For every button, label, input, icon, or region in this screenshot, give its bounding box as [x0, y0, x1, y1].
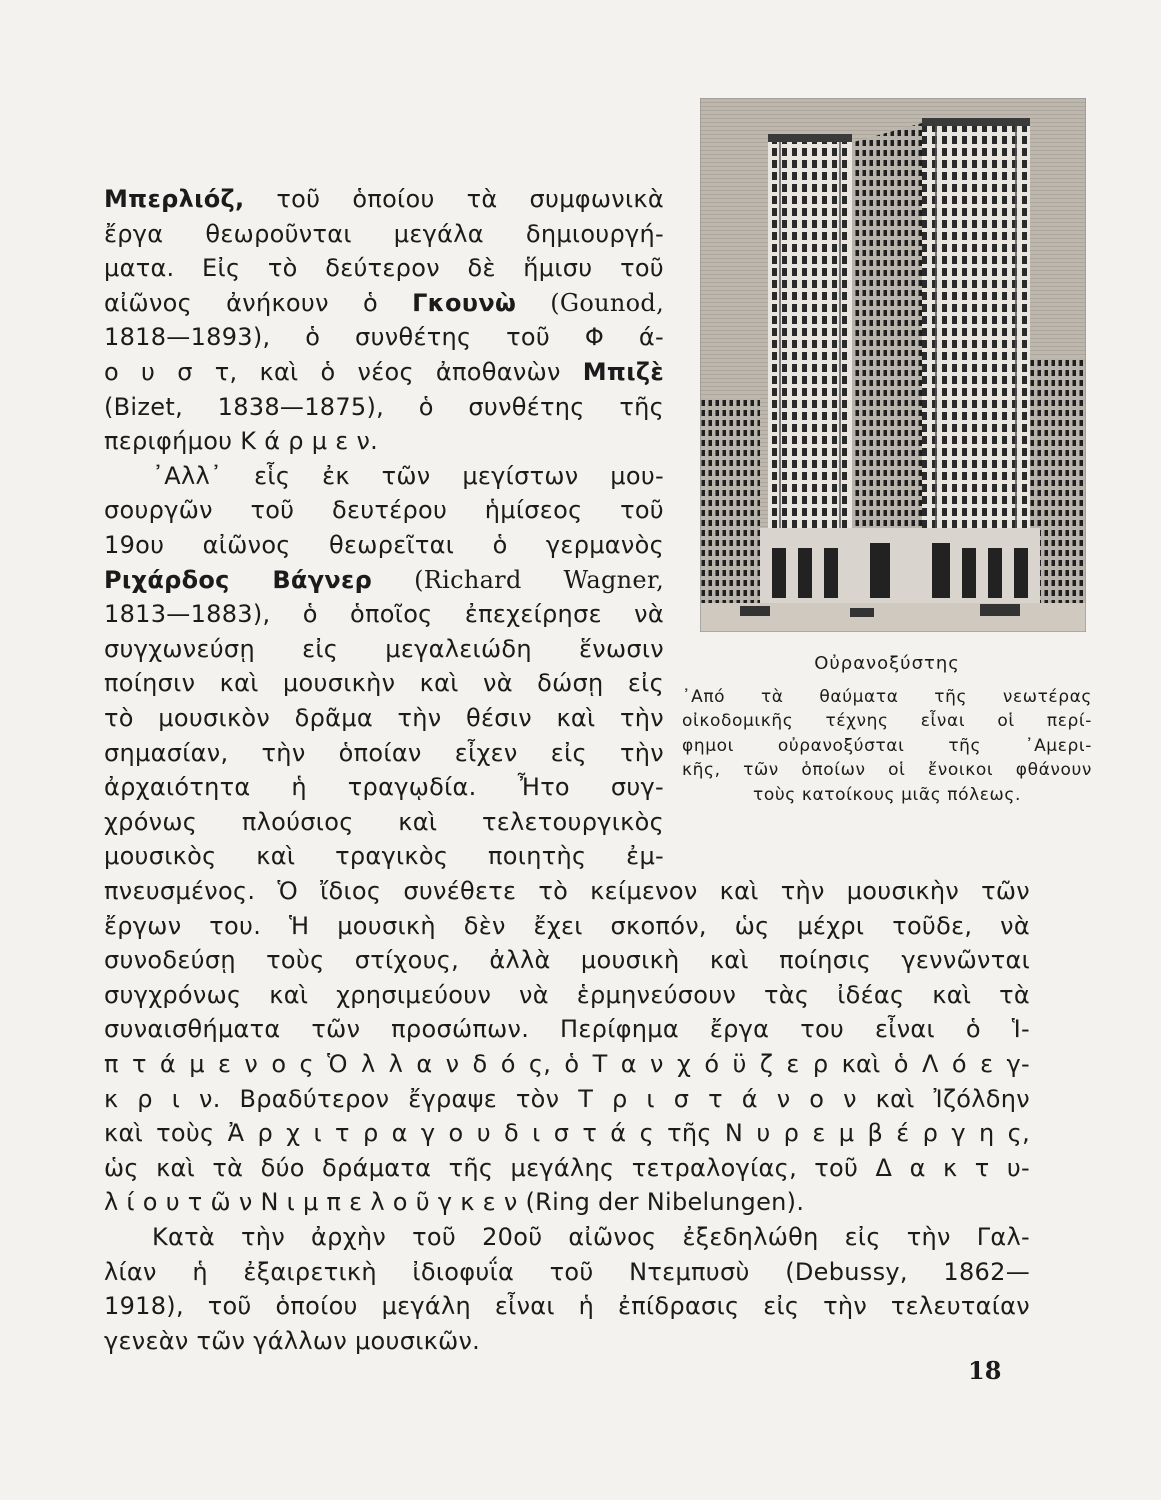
text-line: συγχωνεύσῃ εἰς μεγαλειώδη ἕνωσιν	[104, 634, 664, 663]
text-line: (Bizet, 1838—1875), ὁ συνθέτης τῆς	[104, 392, 664, 421]
name-bizet: Μπιζὲ	[582, 357, 664, 386]
text-line: Κατὰ τὴν ἀρχὴν τοῦ 20οῦ αἰῶνος ἐξεδηλώθη εἰς τὴν Γαλ-	[152, 1222, 1030, 1251]
text-line: κ ρ ι ν. Βραδύτερον ἔγραψε τὸν Τ ρ ι σ τ ά ν ο ν καὶ Ἰζόλδην	[104, 1084, 1030, 1113]
text-line: σημασίαν, τὴν ὁποίαν εἶχεν εἰς τὴν	[104, 738, 664, 767]
text-line: ᾿Αλλ᾿ εἷς ἐκ τῶν μεγίστων μου-	[152, 461, 664, 490]
text-line: π τ ά μ ε ν ο ς Ὁ λ λ α ν δ ό ς, ὁ Τ α ν χ ό ϋ ζ ε ρ καὶ ὁ Λ ό ε γ-	[104, 1049, 1030, 1078]
name-berlioz: Μπερλιόζ,	[104, 185, 245, 213]
text-line: ματα. Εἰς τὸ δεύτερον δὲ ἥμισυ τοῦ	[104, 254, 664, 283]
text-line: ἔργων του. Ἡ μουσικὴ δὲν ἔχει σκοπόν, ὡς μέχρι τοῦδε, νὰ	[104, 911, 1030, 940]
caption-title: Οὐρανοξύστης	[814, 653, 960, 674]
text-line: ἀρχαιότητα ἡ τραγῳδία. Ἦτο συγ-	[104, 773, 664, 802]
text-line: γενεὰν τῶν γάλλων μουσικῶν.	[104, 1326, 481, 1355]
page-number: 18	[968, 1356, 1002, 1385]
caption-body	[682, 685, 1092, 808]
text-line: συνοδεύσῃ τοὺς στίχους, ἀλλὰ μουσικὴ καὶ ποίησις γεννῶνται	[104, 946, 1030, 975]
text-line: μουσικὸς καὶ τραγικὸς ποιητὴς ἐμ-	[104, 842, 664, 871]
caption-line: τοὺς κατοίκους μιᾶς πόλεως.	[753, 784, 1021, 805]
text-line: 1918), τοῦ ὁποίου μεγάλη εἶναι ἡ ἐπίδρασις εἰς τὴν τελευταίαν	[104, 1292, 1030, 1321]
name-wagner: Ριχάρδος Βάγνερ	[104, 565, 373, 594]
text-line: χρόνως πλούσιος καὶ τελετουργικὸς	[104, 807, 664, 836]
figure-caption	[682, 652, 1092, 807]
text-line: συγχρόνως καὶ χρησιμεύουν νὰ ἑρμηνεύσουν τὰς ἰδέας καὶ τὰ	[104, 980, 1030, 1009]
text-line: λίαν ἡ ἐξαιρετικὴ ἰδιοφυΐα τοῦ Ντεμπυσὺ (Debussy, 1862—	[104, 1257, 1030, 1286]
text-line: 1818—1893), ὁ συνθέτης τοῦ Φ ά-	[104, 323, 664, 352]
text-line: καὶ τοὺς Ἀ ρ χ ι τ ρ α γ ο υ δ ι σ τ ά ς τῆς Ν υ ρ ε μ β έ ρ γ η ς,	[104, 1119, 1030, 1148]
name-gounod: Γκουνὼ	[412, 288, 517, 317]
skyscraper-drawing	[700, 98, 1086, 632]
text-line	[104, 355, 664, 390]
text-line: 19ου αἰῶνος θεωρεῖται ὁ γερμανὸς	[104, 530, 664, 559]
text-fragment: τοῦ ὁποίου τὰ συμφωνικὰ	[244, 185, 664, 213]
text-fragment: (Richard Wagner,	[372, 565, 665, 594]
text-line	[104, 563, 664, 598]
caption-line: κῆς, τῶν ὁποίων οἱ ἔνοικοι φθάνουν	[682, 760, 1092, 780]
text-line	[104, 182, 664, 217]
column-text	[104, 182, 664, 874]
text-line	[104, 286, 664, 321]
text-line: τὸ μουσικὸν δρᾶμα τὴν θέσιν καὶ τὴν	[104, 703, 664, 732]
caption-line: οἰκοδομικῆς τέχνης εἶναι οἱ περί-	[682, 711, 1092, 731]
text-line: ἔργα θεωροῦνται μεγάλα δημιουργή-	[104, 219, 664, 248]
caption-line: ᾿Από τὰ θαύματα τῆς νεωτέρας	[682, 686, 1092, 707]
skyscraper-illustration	[700, 98, 1086, 632]
text-fragment: (Gounod,	[516, 288, 665, 317]
text-line: 1813—1883), ὁ ὁποῖος ἐπεχείρησε νὰ	[104, 600, 664, 629]
text-line: ὡς καὶ τὰ δύο δράματα τῆς μεγάλης τετραλογίας, τοῦ Δ α κ τ υ-	[104, 1153, 1030, 1182]
text-line: συναισθήματα τῶν προσώπων. Περίφημα ἔργα του εἶναι ὁ Ἱ-	[104, 1015, 1030, 1044]
text-line: ποίησιν καὶ μουσικὴν καὶ νὰ δώσῃ εἰς	[104, 669, 664, 698]
text-line: σουργῶν τοῦ δευτέρου ἡμίσεος τοῦ	[104, 496, 664, 525]
text-fragment: ο υ σ τ, καὶ ὁ νέος ἀποθανὼν	[104, 357, 583, 386]
text-line: περιφήμου Κ ά ρ μ ε ν.	[104, 427, 379, 456]
text-line: λ ί ο υ τ ῶ ν Ν ι μ π ε λ ο ῦ γ κ ε ν (Ring der Nibelungen).	[104, 1188, 805, 1217]
caption-line: φημοι οὐρανοξύσται τῆς ᾿Αμερι-	[682, 735, 1092, 756]
text-line: πνευσμένος. Ὁ ἴδιος συνέθετε τὸ κείμενον καὶ τὴν μουσικὴν τῶν	[104, 877, 1030, 905]
full-width-text	[104, 874, 1030, 1358]
text-fragment: αἰῶνος ἀνήκουν ὁ	[104, 288, 413, 317]
